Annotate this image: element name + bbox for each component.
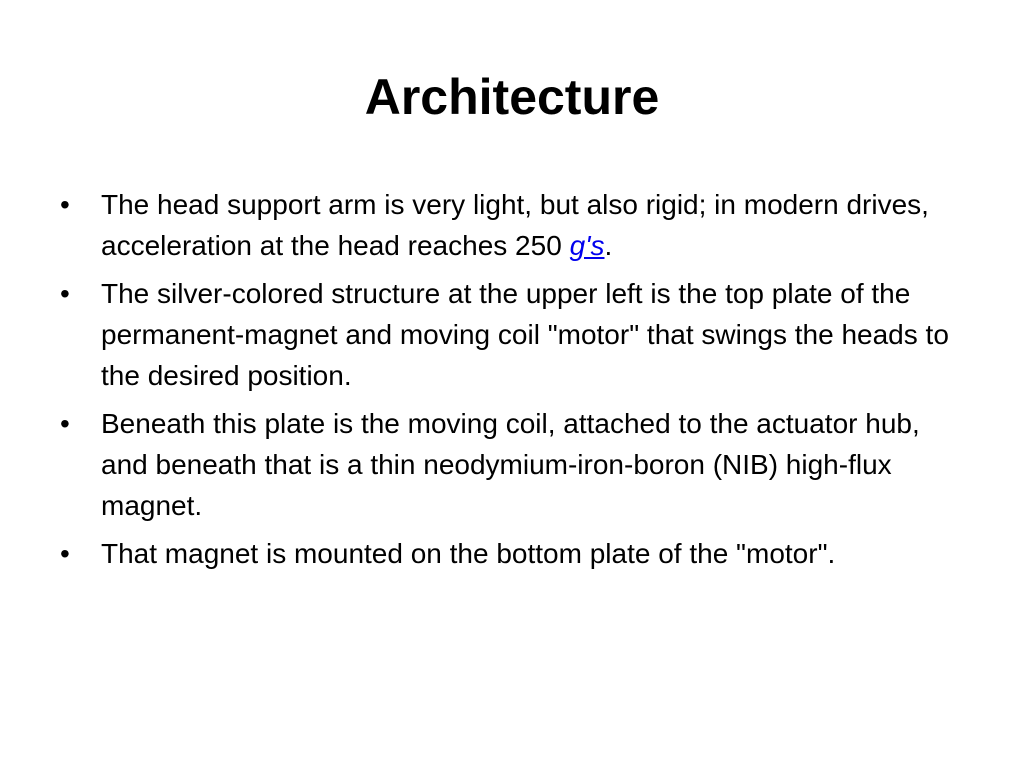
bullet-text: That magnet is mounted on the bottom plate of the "motor". bbox=[101, 538, 836, 569]
bullet-item bbox=[58, 403, 968, 526]
gs-link[interactable]: g's bbox=[569, 230, 605, 261]
bullet-item bbox=[58, 273, 968, 396]
slide-title: Architecture bbox=[364, 69, 660, 125]
bullet-text: The head support arm is very light, but also rigid; in modern drives, acceleration at the head reaches 250 bbox=[101, 189, 929, 261]
bullet-dot-icon: • bbox=[60, 538, 70, 569]
bullet-text-end: . bbox=[604, 230, 613, 261]
bullet-text: The silver-colored structure at the upper left is the top plate of the permanent-magnet and moving coil "motor" that swings the heads to the desired position. bbox=[101, 278, 949, 391]
bullet-item bbox=[58, 184, 968, 266]
bullet-text: Beneath this plate is the moving coil, attached to the actuator hub, and beneath that is a thin neodymium-iron-boron (NIB) high-flux magnet. bbox=[101, 408, 920, 521]
bullet-dot-icon: • bbox=[60, 189, 70, 220]
bullet-list bbox=[58, 184, 968, 581]
bullet-item bbox=[58, 533, 968, 574]
bullet-dot-icon: • bbox=[60, 278, 70, 309]
bullet-dot-icon: • bbox=[60, 408, 70, 439]
